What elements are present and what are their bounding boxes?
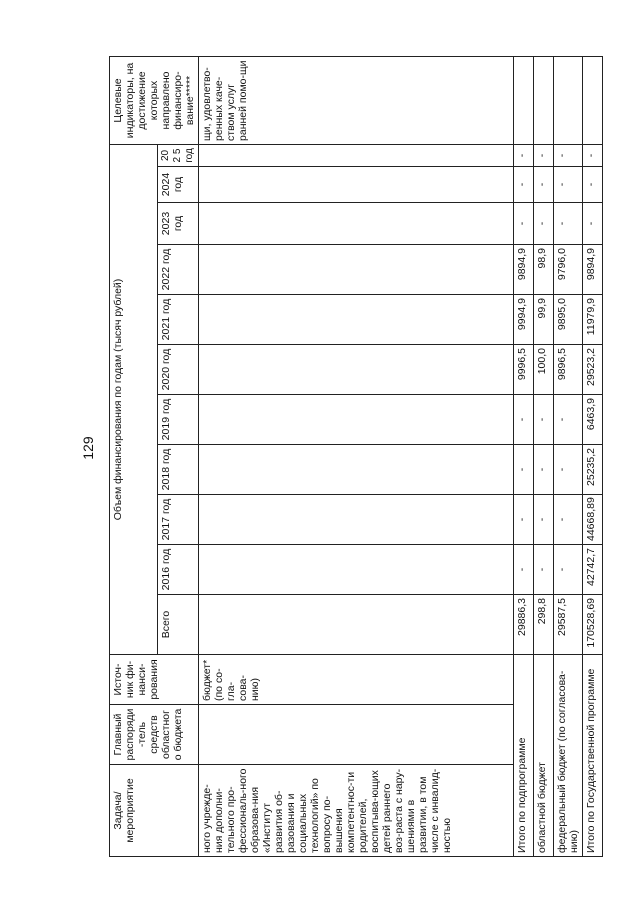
summary-value: 29523,2 bbox=[583, 345, 603, 395]
empty-cell bbox=[534, 56, 554, 144]
summary-value: - bbox=[554, 395, 583, 445]
empty-cell bbox=[199, 445, 514, 495]
summary-value: - bbox=[514, 545, 534, 595]
summary-value: 9994,9 bbox=[514, 295, 534, 345]
summary-value: - bbox=[534, 395, 554, 445]
header-task: Задача/ мероприятие bbox=[110, 765, 199, 857]
header-year: 202 5 год bbox=[158, 144, 199, 166]
summary-value: 100,0 bbox=[534, 345, 554, 395]
summary-value: - bbox=[534, 495, 554, 545]
summary-row bbox=[554, 56, 583, 856]
summary-value: 98,9 bbox=[534, 245, 554, 295]
summary-row bbox=[583, 56, 603, 856]
summary-value: - bbox=[514, 144, 534, 166]
summary-value: - bbox=[534, 203, 554, 245]
summary-value: 9895,0 bbox=[554, 295, 583, 345]
activity-indicator: щи, удовлетво-ренных каче-ством услуг ранней помо-щи bbox=[199, 56, 514, 144]
summary-value: 9796,0 bbox=[554, 245, 583, 295]
summary-total: 170528,69 bbox=[583, 595, 603, 655]
header-year: 2021 год bbox=[158, 295, 199, 345]
summary-value: - bbox=[554, 144, 583, 166]
empty-cell bbox=[199, 295, 514, 345]
summary-row bbox=[534, 56, 554, 856]
activity-source: бюджет* (по со-гла-сова-нию) bbox=[199, 655, 514, 705]
header-year: 2023 год bbox=[158, 203, 199, 245]
activity-task: ного учрежде-ния дополни-тельного про-фессиональ-ного образова-ния «Институт развития об-разования и социальных технологий» по вопросу по-вышения компетентнос-ти родителей, воспитыва-ющих детей раннего воз-раста с нару-шениями в развитии, в том числе с инвалид-ностью bbox=[199, 765, 514, 857]
empty-cell bbox=[514, 56, 534, 144]
summary-value: - bbox=[583, 203, 603, 245]
summary-value: 25235,2 bbox=[583, 445, 603, 495]
header-year: 2020 год bbox=[158, 345, 199, 395]
page-number: 129 bbox=[80, 436, 96, 460]
summary-total: 29886,3 bbox=[514, 595, 534, 655]
financing-table bbox=[109, 56, 603, 857]
summary-value: 9894,9 bbox=[583, 245, 603, 295]
summary-value: - bbox=[583, 144, 603, 166]
header-year: 2024 год bbox=[158, 167, 199, 203]
summary-value: - bbox=[554, 203, 583, 245]
empty-cell bbox=[554, 56, 583, 144]
empty-cell bbox=[199, 395, 514, 445]
header-year: 2017 год bbox=[158, 495, 199, 545]
summary-value: 6463,9 bbox=[583, 395, 603, 445]
header-volume: Объем финансирования по годам (тысяч рублей) bbox=[110, 144, 158, 654]
summary-value: - bbox=[514, 203, 534, 245]
summary-value: 11979,9 bbox=[583, 295, 603, 345]
empty-cell bbox=[199, 167, 514, 203]
summary-value: 9996,5 bbox=[514, 345, 534, 395]
header-year: 2019 год bbox=[158, 395, 199, 445]
summary-value: - bbox=[514, 495, 534, 545]
summary-label: областной бюджет bbox=[534, 655, 554, 857]
header-year: 2018 год bbox=[158, 445, 199, 495]
summary-value: - bbox=[514, 167, 534, 203]
rotated-table-frame bbox=[109, 57, 597, 857]
summary-value: - bbox=[534, 144, 554, 166]
header-total: Всего bbox=[158, 595, 199, 655]
summary-value: - bbox=[514, 395, 534, 445]
summary-total: 29587,5 bbox=[554, 595, 583, 655]
summary-value: - bbox=[554, 167, 583, 203]
header-year: 2022 год bbox=[158, 245, 199, 295]
summary-value: 9896,5 bbox=[554, 345, 583, 395]
empty-cell bbox=[199, 345, 514, 395]
summary-value: - bbox=[554, 445, 583, 495]
summary-value: - bbox=[583, 167, 603, 203]
summary-label: федеральный бюджет (по согласова-нию) bbox=[554, 655, 583, 857]
summary-value: - bbox=[554, 495, 583, 545]
header-executor: Главный распоряди-тель средств областного бюджета bbox=[110, 705, 199, 765]
summary-value: - bbox=[554, 545, 583, 595]
rotated-table-area bbox=[109, 57, 597, 857]
header-indicators: Целевые индикаторы, на достижение которых направлено финансиро-вание***** bbox=[110, 56, 199, 144]
empty-cell bbox=[199, 545, 514, 595]
empty-cell bbox=[199, 245, 514, 295]
summary-total: 298,8 bbox=[534, 595, 554, 655]
header-row-1 bbox=[110, 56, 158, 856]
header-year: 2016 год bbox=[158, 545, 199, 595]
summary-value: - bbox=[534, 167, 554, 203]
summary-value: 44668,89 bbox=[583, 495, 603, 545]
summary-label: Итого по подпрограмме bbox=[514, 655, 534, 857]
summary-label: Итого по Государственной программе bbox=[583, 655, 603, 857]
empty-cell bbox=[199, 595, 514, 655]
summary-value: 42742,7 bbox=[583, 545, 603, 595]
empty-cell bbox=[583, 56, 603, 144]
activity-row bbox=[199, 56, 514, 856]
summary-value: - bbox=[534, 545, 554, 595]
empty-cell bbox=[199, 144, 514, 166]
summary-value: - bbox=[534, 445, 554, 495]
summary-value: 9894,9 bbox=[514, 245, 534, 295]
summary-value: 99,9 bbox=[534, 295, 554, 345]
empty-cell bbox=[199, 495, 514, 545]
summary-value: - bbox=[514, 445, 534, 495]
activity-executor bbox=[199, 705, 514, 765]
summary-row bbox=[514, 56, 534, 856]
empty-cell bbox=[199, 203, 514, 245]
header-source: Источ-ник фи-нанси-рования bbox=[110, 655, 199, 705]
